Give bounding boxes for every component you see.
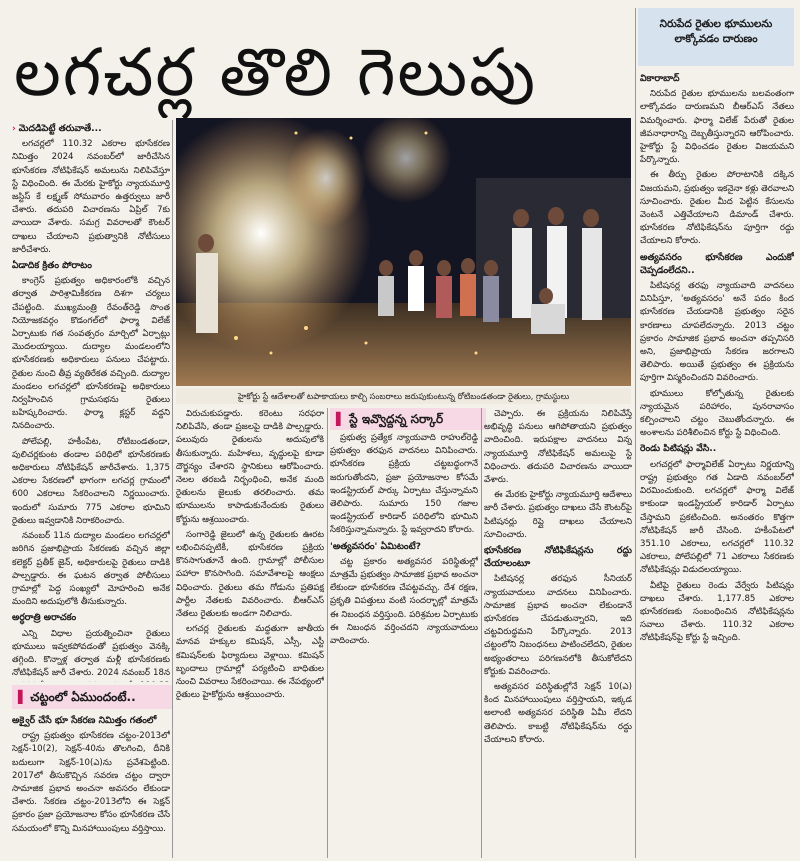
middle-left-column — [176, 408, 324, 858]
column-divider — [481, 408, 482, 858]
right-paragraph: వీటిపై రైతులు రెండు వేర్వేరు పిటిషన్లు దాఖలు చేశారు. 1,177.85 ఎకరాల భూసేకరణకు సంబంధించిన నోటిఫికేషన్లను సవాలు చేశారు. 110.32 ఎకరాల నోటిఫికేషన్‌పై కోర్టు స్టే ఇచ్చింది. — [640, 580, 794, 644]
right-paragraph: భూములు కోల్పోతున్న రైతులకు న్యాయమైన పరిహారం, పునరావాసం కల్పించాలని చట్టం చెబుతోందన్నారు. ఈ అంశాలను పరిశీలించిన కోర్టు స్టే విధించింది. — [640, 388, 794, 439]
photo-caption: హైకోర్టు స్టే ఆదేశాలతో టపాకాయలు కాల్చి సంబరాలు జరుపుకుంటున్న రోటిబండతండా రైతులు, గ్రామస్థులు — [176, 388, 631, 404]
left-paragraph: కాంగ్రెస్ ప్రభుత్వం అధికారంలోకి వచ్చిన తర్వాత పారిశ్రామికీకరణ దిశగా చర్యలు చేపట్టింది. ముఖ్యమంత్రి రేవంత్‌రెడ్డి సొంత నియోజకవర్గం కొడంగల్‌లో ఫార్మా విలేజ్ ఏర్పాటుకు గత సంవత్సరం మార్చిలో ఏర్పాట్లు మొదలయ్యాయి. దుద్యాల మండలంలోని భూసేకరణకు అధికారులు పనులు చేపట్టారు. రైతుల నుంచి తీవ్ర వ్యతిరేకత వచ్చింది. దుద్యాల మండలం లగచర్లలో భూసేకరణపై అధికారులు నిర్వహించిన గ్రామసభను రైతులు బహిష్కరించారు. ఫార్మా క్లస్టర్ వద్దని నినదించారు. — [12, 276, 170, 432]
headline: లగచర్ల తొలి గెలుపు — [14, 34, 537, 111]
middle-right-column — [484, 408, 632, 858]
right-kicker-3: రెండు పిటిషన్లు వేసి.. — [640, 443, 717, 455]
right-kicker-2: అత్యవసరం భూసేకరణ ఎందుకో చెప్పడంలేదని.. — [640, 251, 794, 276]
right-paragraph: నిరుపేద రైతుల భూములను బలవంతంగా లాక్కోవడం దారుణమని బీఆర్‌ఎస్ నేతలు విమర్శించారు. ఫార్మా విలేజ్ పేరుతో రైతుల జీవనాధారాన్ని దెబ్బతీస్తున్నారని ఆరోపించారు. హైకోర్టు స్టే విధించడం రైతుల విజయమని పేర్కొన్నారు. — [640, 89, 794, 166]
middle-box-body — [330, 432, 478, 858]
column-divider — [327, 408, 328, 858]
middle-left-paragraph: లగచర్ల రైతులకు మద్దతుగా జాతీయ మానవ హక్కుల కమిషన్, ఎస్సీ, ఎస్టీ కమిషన్‌లకు ఫిర్యాదులు వెళ్లాయి. కమిషన్ బృందాలు గ్రామాల్లో పర్యటించి బాధితుల నుంచి వివరాలు సేకరించాయి. ఈ నేపథ్యంలో రైతులు హైకోర్టును ఆశ్రయించారు. — [176, 624, 324, 701]
middle-right-paragraph: చెప్పారు. ఈ ప్రక్రియను నిలిపివేస్తే అభివృద్ధి పనులు ఆగిపోతాయని ప్రభుత్వం వాదించింది. ఇరుపక్షాల వాదనలు విన్న న్యాయమూర్తి నోటిఫికేషన్ అమలుపై స్టే విధించారు. తదుపరి విచారణను వాయిదా వేశారు. — [484, 409, 632, 486]
left-column — [12, 120, 170, 682]
right-box-title-line1: నిరుపేద రైతుల భూములను — [659, 18, 773, 30]
right-paragraph: ఈ తీర్పు రైతుల పోరాటానికి దక్కిన విజయమని, ప్రభుత్వం ఇకనైనా కళ్లు తెరవాలని సూచించారు. రైతుల మీద పెట్టిన కేసులను వెంటనే ఎత్తివేయాలని డిమాండ్ చేశారు. భూసేకరణ నోటిఫికేషన్‌ను పూర్తిగా రద్దు చేయాలని కోరారు. — [640, 170, 794, 247]
left-kicker-2: ఏడాదిక క్రితం పోరాటం — [12, 260, 92, 272]
middle-right-paragraph: అత్యవసర పరిస్థితుల్లోనే సెక్షన్ 10(ఎ) కింద మినహాయింపులు వర్తిస్తాయని, ఇక్కడ అలాంటి అత్యవసర పరిస్థితి ఏమీ లేదని తెలిపారు. కాబట్టి నోటిఫికేషన్‌ను రద్దు చేయాలని కోరారు. — [484, 682, 632, 745]
left-paragraph: పోలేపల్లి, హకీంపేట, రోటిబండతండా, పులిచర్లకుంట తండాల పరిధిలో భూసేకరణకు అధికారులు నోటిఫికేషన్ జారీచేశారు. 1,375 ఎకరాల సేకరణలో భాగంగా లగచర్ల గ్రామంలో 600 ఎకరాలు సేకరించాలని నిర్ణయించారు. ఇందులో సుమారు 775 ఎకరాల భూమిని రైతులు ఇవ్వడానికి నిరాకరించారు. — [12, 436, 170, 526]
left-kicker: › మెదడిపెట్టే తరువాతే... — [12, 123, 102, 134]
left-paragraph: నవంబర్ 11న దుద్యాల మండలం లగచర్లలో జరిగిన ప్రజాభిప్రాయ సేకరణకు వచ్చిన జిల్లా కలెక్టర్ ప్రతీక్ జైన్, అధికారులపై రైతులు దాడికి పాల్పడ్డారు. ఈ ఘటన తర్వాత పోలీసులు గ్రామాల్లో పెద్ద సంఖ్యలో మోహరించి అనేక మందిని అదుపులోకి తీసుకున్నారు. — [12, 531, 170, 608]
column-divider — [635, 8, 636, 858]
right-paragraph: లగచర్లలో ఫార్మావిలేజ్ ఏర్పాటు నిర్ణయాన్ని రాష్ట్ర ప్రభుత్వం గత ఏడాది నవంబర్‌లో విరమించుకుంది. లగచర్లలో ఫార్మా విలేజ్ కాకుండా ఇండస్ట్రియల్ కారిడార్ ఏర్పాటు చేస్తామని ప్రకటించింది. అనంతరం కొత్తగా నోటిఫికేషన్ జారీ చేసింది. హకీంపేటలో 351.10 ఎకరాలు, లగచర్లలో 110.32 ఎకరాలు, పోలేపల్లిలో 71 ఎకరాలు సేకరణకు నోటిఫికేషన్లు విడుదలయ్యాయి. — [640, 459, 794, 576]
right-headline-box — [638, 8, 794, 66]
urgency-kicker: 'అత్యవసరం' ఏమిటంటే? — [330, 540, 421, 552]
right-kicker-person: వికారాబాద్ — [640, 73, 680, 84]
right-paragraph: పిటిషనర్ల తరఫు న్యాయవాది వాదనలు వినిపిస్తూ, 'అత్యవసరం' అనే పదం కింద భూసేకరణ చేయడానికి ప్రభుత్వం సరైన కారణాలు చూపలేదన్నారు. 2013 చట్టం ప్రకారం సామాజిక ప్రభావ అంచనా తప్పనిసరి అని, ప్రజాభిప్రాయ సేకరణ జరగాలని తెలిపారు. అయితే ప్రభుత్వం ఈ ప్రక్రియను పూర్తిగా విస్మరించిందని వివరించారు. — [640, 281, 794, 384]
middle-right-paragraph: పిటిషనర్ల తరఫున సీనియర్ న్యాయవాదులు వాదనలు వినిపించారు. సామాజిక ప్రభావ అంచనా లేకుండానే భూసేకరణ చేపడుతున్నారని, ఇది చట్టవిరుద్ధమని పేర్కొన్నారు. 2013 చట్టంలోని నిబంధనలు పాటించలేదని, రైతుల అభ్యంతరాలు పరిగణనలోకి తీసుకోలేదని కోర్టుకు వివరించారు. — [484, 574, 632, 677]
celebration-photo — [176, 118, 631, 386]
law-box-kicker: అక్వైర్ చేసే భూ సేకరణ నిమిత్తం గతంలో — [12, 715, 157, 726]
right-box-title-line2: లాక్కోవడం దారుణం — [674, 33, 758, 45]
left-paragraph: లగచర్లలో 110.32 ఎకరాల భూసేకరణ నిమిత్తం 2024 నవంబర్‌లో జారీచేసిన భూసేకరణ నోటిఫికేషన్ అమలును నిలిపివేస్తూ స్టే విధించింది. ఈ మేరకు హైకోర్టు న్యాయమూర్తి జస్టిస్ కే లక్ష్మణ్ సోమవారం ఉత్తర్వులు జారీ చేశారు. తదుపరి విచారణను ఏప్రిల్ 7కు వాయిదా వేశారు. సమగ్ర వివరాలతో కౌంటర్ దాఖలు చేయాలని ప్రభుత్వానికి నోటీసులు జారీచేశారు. — [12, 139, 170, 255]
middle-right-paragraph: ఈ మేరకు హైకోర్టు న్యాయమూర్తి ఆదేశాలు జారీ చేశారు. ప్రభుత్వం దాఖలు చేసే కౌంటర్‌పై పిటిషనర్లు రిప్లై దాఖలు చేయాలని సూచించారు. — [484, 490, 632, 540]
left-kicker-3: అర్ధరాత్రి అరాచకం — [12, 612, 77, 624]
urgency-paragraph: చట్ట ప్రకారం అత్యవసర పరిస్థితుల్లో మాత్రమే ప్రభుత్వం సామాజిక ప్రభావ అంచనా లేకుండా భూసేకరణ చేపట్టవచ్చు. దేశ రక్షణ, ప్రకృతి విపత్తులు వంటి సందర్భాల్లో మాత్రమే ఈ నిబంధన వర్తిస్తుంది. పరిశ్రమల ఏర్పాటుకు ఈ నిబంధన వర్తించదని న్యాయవాదులు వాదించారు. — [330, 556, 478, 647]
middle-left-paragraph: విరుచుకుపడ్డారు. కరెంటు సరఫరా నిలిపివేసి, తండా ప్రజలపై దాడికి పాల్పడ్డారు. పలువురు రైతులను అదుపులోకి తీసుకున్నారు. మహిళలు, వృద్ధులపై కూడా దౌర్జన్యం చేశారని స్థానికులు ఆరోపించారు. నెలల తరబడి నిర్బంధించి, అనేక మంది రైతులను జైలుకు తరలించారు. తమ భూములను కాపాడుకునేందుకు రైతులు కోర్టును ఆశ్రయించారు. — [176, 409, 324, 525]
middle-right-kicker: భూసేకరణ నోటిఫికేషన్లను రద్దు చేయాలంటూ — [484, 545, 632, 570]
law-box-body — [12, 712, 170, 857]
middle-box-paragraph: ప్రభుత్వ ప్రత్యేక న్యాయవాది రాహుల్‌రెడ్డి ప్రభుత్వం తరఫున వాదనలు వినిపించారు. భూసేకరణ ప్రక్రియ చట్టబద్ధంగానే జరుగుతోందని, ప్రజా ప్రయోజనాల కోసమే ఇండస్ట్రియల్ పార్కు ఏర్పాటు చేస్తున్నామని తెలిపారు. సుమారు 150 గజాల ఇండస్ట్రియల్ కారిడార్ పరిధిలోని భూమిని సేకరిస్తున్నామన్నారు. స్టే ఇవ్వరాదని కోరారు. — [330, 433, 478, 536]
law-paragraph: రాష్ట్ర ప్రభుత్వం భూసేకరణ చట్టం-2013లో సెక్షన్-10(2), సెక్షన్-40ను తొలగించి, దీనికి బదులుగా సెక్షన్-10(ఎ)ను ప్రవేశపెట్టింది. 2017లో తీసుకొచ్చిన సవరణ చట్టం ద్వారా సామాజిక ప్రభావ అంచనా అవసరం లేకుండా చేశారు. సేకరణ చట్టం-2013లోని ఈ సెక్షన్ ప్రకారం ప్రజా ప్రయోజనాల కోసం భూసేకరణ చేసే సమయంలో కొన్ని మినహాయింపులు వర్తిస్తాయి. — [12, 731, 170, 834]
right-column — [640, 70, 794, 858]
government-stance-title: ▌ స్టే ఇవ్వొద్దన్న సర్కార్ — [330, 408, 486, 430]
column-divider — [172, 120, 173, 858]
photo-scene — [176, 118, 631, 386]
law-box-title: ▌ చట్టంలో ఏముందంటే.. — [12, 685, 173, 709]
left-paragraph: ఎన్ని విధాల ప్రయత్నించినా రైతులు భూములు ఇవ్వకపోవడంతో ప్రభుత్వం వెనక్కి తగ్గింది. కొన్నాళ్ల తర్వాత మళ్లీ భూసేకరణకు నోటిఫికేషన్ జారీ చేశారు. 2024 నవంబర్ 18న — [12, 628, 170, 679]
middle-left-paragraph: సంగారెడ్డి జైలులో ఉన్న రైతులకు ఊరట లభించినప్పటికీ, భూసేకరణ ప్రక్రియ కొనసాగుతూనే ఉంది. గ్రామాల్లో పోలీసుల పహారా కొనసాగింది. సమావేశాలపై ఆంక్షలు విధించారు. రైతులు తమ గోడును ప్రతిపక్ష పార్టీల నేతలకు వివరించారు. బీఆర్‌ఎస్ నేతలు రైతులకు అండగా నిలిచారు. — [176, 529, 324, 620]
